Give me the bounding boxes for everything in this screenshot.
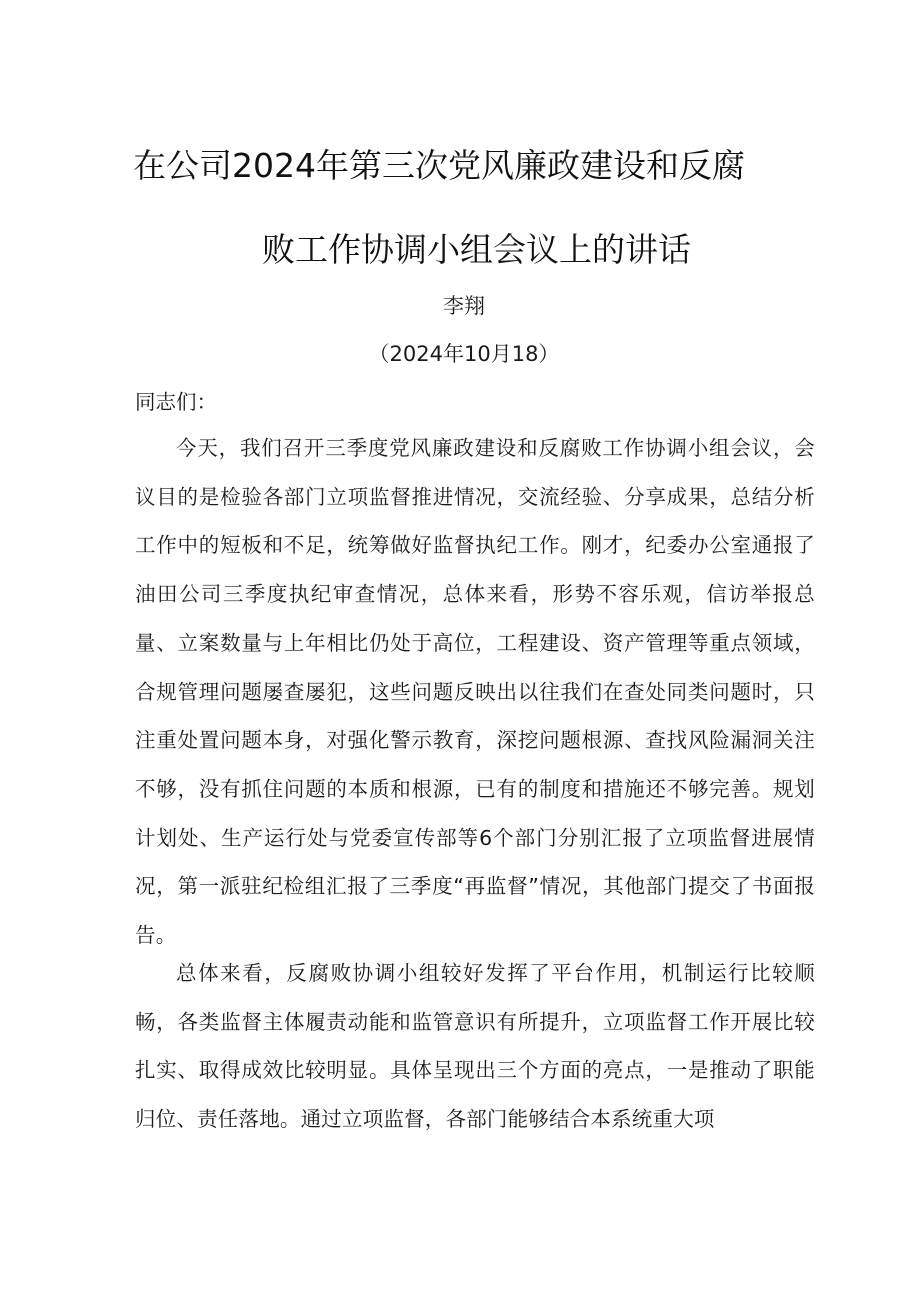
speech-date: （2024年10月18） xyxy=(368,342,560,366)
paragraph-1: 今天，我们召开三季度党风廉政建设和反腐败工作协调小组会议，会议目的是检验各部门立项监督推进情况，交流经验、分享成果，总结分析工作中的短板和不足，统筹做好监督执纪工作。刚才，纪委办公室通报了油田公司三季度执纪审查情况，总体来看，形势不容乐观，信访举报总量、立案数量与上年相比仍处于高位，工程建设、资产管理等重点领域，合规管理问题屡查屡犯，这些问题反映出以往我们在查处同类问题时，只注重处置问题本身，对强化警示教育，深挖问题根源、查找风险漏洞关注不够，没有抓住问题的本质和根源，已有的制度和措施还不够完善。规划计划处、生产运行处与党委宣传部等6个部门分别汇报了立项监督进展情况，第一派驻纪检组汇报了三季度“再监督”情况，其他部门提交了书面报告。 xyxy=(135,436,815,948)
author-name: 李翔 xyxy=(443,294,485,318)
greeting: 同志们： xyxy=(135,390,217,414)
document-title-line-1: 在公司2024年第三次党风廉政建设和反腐 xyxy=(133,146,745,185)
document-title-line-2: 败工作协调小组会议上的讲话 xyxy=(262,230,691,269)
paragraph-2: 总体来看，反腐败协调小组较好发挥了平台作用，机制运行比较顺畅，各类监督主体履责动能和监管意识有所提升，立项监督工作开展比较扎实、取得成效比较明显。具体呈现出三个方面的亮点，一是推动了职能归位、责任落地。通过立项监督，各部门能够结合本系统重大项 xyxy=(135,961,815,1132)
